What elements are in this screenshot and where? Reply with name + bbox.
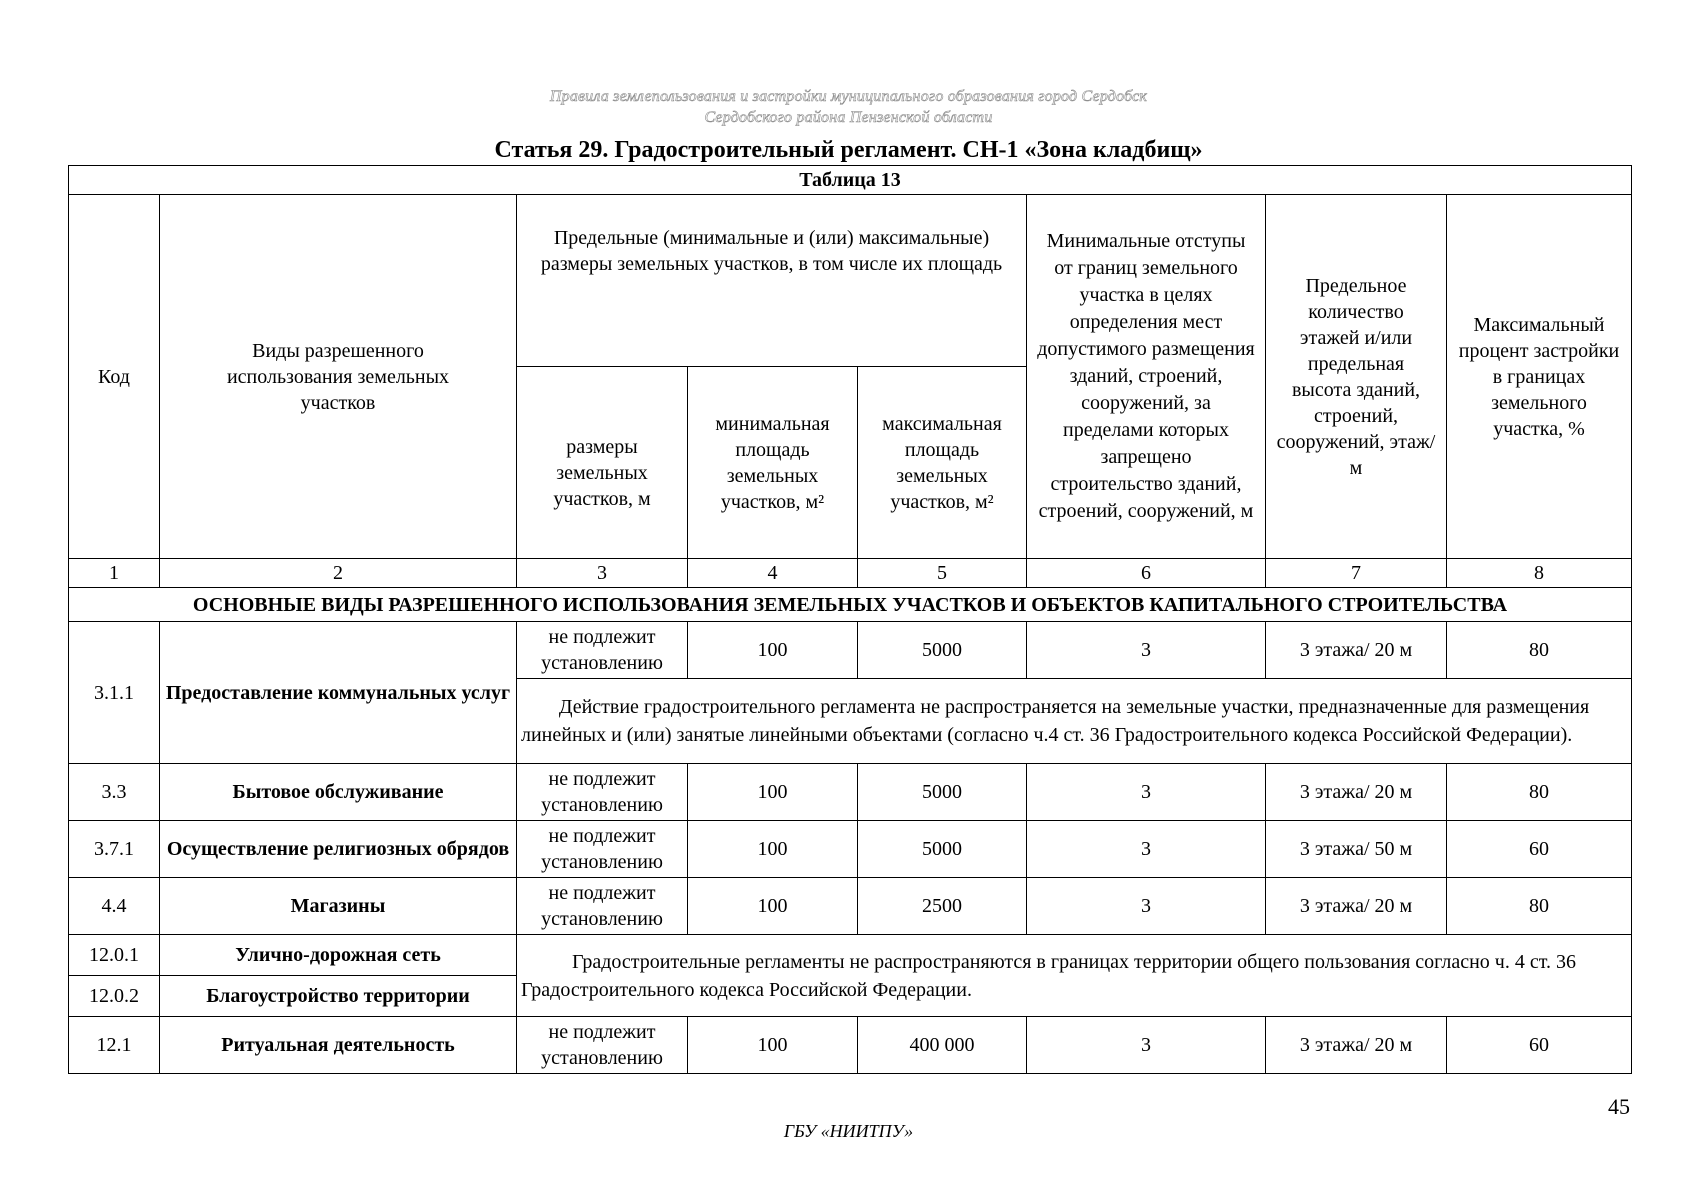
article-title: Статья 29. Градостроительный регламент. СН-1 «Зона кладбищ»: [494, 137, 1203, 163]
table-row: [69, 622, 1632, 679]
row-min-area: 100: [688, 764, 858, 821]
row-sizes: не подлежит установлению: [517, 878, 688, 935]
row-setback: 3: [1027, 622, 1266, 679]
column-number-row: [69, 559, 1632, 588]
common-use-note: Градостроительные регламенты не распространяются в границах территории общего пользования согласно ч. 4 ст. 36 Градостроительного кодекса Российской Федерации.: [517, 935, 1632, 1017]
header-setbacks: Минимальные отступы от границ земельного участка в целях определения мест допустимого размещения зданий, строений, сооружений, за пределами которых запрещено строительство зданий, строений, сооружений, м: [1027, 195, 1266, 559]
row-max-area: 400 000: [858, 1017, 1027, 1074]
row-code: 3.1.1: [69, 622, 160, 764]
table-row: [69, 878, 1632, 935]
table-row: [69, 821, 1632, 878]
table-row: [69, 1017, 1632, 1074]
section-row: [69, 588, 1632, 622]
row-name: Улично-дорожная сеть: [160, 935, 517, 976]
row-max-area: 5000: [858, 821, 1027, 878]
row-code: 3.3: [69, 764, 160, 821]
column-number: 6: [1027, 559, 1266, 588]
footer: ГБУ «НИИТПУ»: [783, 1121, 914, 1141]
table-row: [69, 935, 1632, 976]
row-setback: 3: [1027, 878, 1266, 935]
header-max-area: максимальная площадь земельных участков, м²: [858, 367, 1027, 559]
row-sizes: не подлежит установлению: [517, 622, 688, 679]
column-number: 3: [517, 559, 688, 588]
row-name: Магазины: [160, 878, 517, 935]
row-min-area: 100: [688, 878, 858, 935]
row-max-area: 2500: [858, 878, 1027, 935]
column-number: 7: [1266, 559, 1447, 588]
header-row: [69, 195, 1632, 367]
header-sizes: размеры земельных участков, м: [517, 367, 688, 559]
row-coverage: 60: [1447, 1017, 1632, 1074]
row-note: Действие градостроительного регламента не распространяется на земельные участки, предназначенные для размещения линейных и (или) занятые линейными объектами (согласно ч.4 ст. 36 Градостроительного кодекса Российской Федерации).: [517, 679, 1632, 764]
row-name: Предоставление коммунальных услуг: [160, 622, 517, 764]
row-code: 12.1: [69, 1017, 160, 1074]
row-floors: 3 этажа/ 20 м: [1266, 878, 1447, 935]
header-min-area: минимальная площадь земельных участков, м²: [688, 367, 858, 559]
row-setback: 3: [1027, 821, 1266, 878]
row-name: Ритуальная деятельность: [160, 1017, 517, 1074]
row-setback: 3: [1027, 1017, 1266, 1074]
header-coverage: Максимальный процент застройки в границах земельного участка, %: [1447, 195, 1632, 559]
row-max-area: 5000: [858, 764, 1027, 821]
row-setback: 3: [1027, 764, 1266, 821]
running-header-line-1: Правила землепользования и застройки муниципального образования город Сердобск: [549, 88, 1148, 105]
row-coverage: 60: [1447, 821, 1632, 878]
running-header-line-2: Сердобского района Пензенской области: [704, 109, 993, 126]
row-floors: 3 этажа/ 20 м: [1266, 622, 1447, 679]
row-name: Благоустройство территории: [160, 976, 517, 1017]
row-code: 12.0.1: [69, 935, 160, 976]
page-number: 45: [1608, 1094, 1630, 1119]
row-coverage: 80: [1447, 878, 1632, 935]
row-code: 3.7.1: [69, 821, 160, 878]
column-number: 2: [160, 559, 517, 588]
row-coverage: 80: [1447, 622, 1632, 679]
row-min-area: 100: [688, 622, 858, 679]
row-min-area: 100: [688, 1017, 858, 1074]
row-sizes: не подлежит установлению: [517, 764, 688, 821]
column-number: 5: [858, 559, 1027, 588]
header-use-type: Виды разрешенного использования земельных участков: [160, 195, 517, 559]
row-sizes: не подлежит установлению: [517, 1017, 688, 1074]
running-header: [0, 86, 1697, 128]
column-number: 4: [688, 559, 858, 588]
header-floors: Предельное количество этажей и/или предельная высота зданий, строений, сооружений, этаж/м: [1266, 195, 1447, 559]
row-min-area: 100: [688, 821, 858, 878]
row-max-area: 5000: [858, 622, 1027, 679]
table-caption-row: [69, 166, 1632, 195]
column-number: 8: [1447, 559, 1632, 588]
row-floors: 3 этажа/ 20 м: [1266, 764, 1447, 821]
row-floors: 3 этажа/ 20 м: [1266, 1017, 1447, 1074]
row-code: 12.0.2: [69, 976, 160, 1017]
row-sizes: не подлежит установлению: [517, 821, 688, 878]
regulation-table: [68, 165, 1632, 1074]
table-caption: Таблица 13: [69, 166, 1632, 195]
table-row: [69, 764, 1632, 821]
row-code: 4.4: [69, 878, 160, 935]
header-limits-group: Предельные (минимальные и (или) максимальные) размеры земельных участков, в том числе их площадь: [517, 195, 1027, 367]
row-name: Бытовое обслуживание: [160, 764, 517, 821]
header-code: Код: [69, 195, 160, 559]
section-title: ОСНОВНЫЕ ВИДЫ РАЗРЕШЕННОГО ИСПОЛЬЗОВАНИЯ ЗЕМЕЛЬНЫХ УЧАСТКОВ И ОБЪЕКТОВ КАПИТАЛЬНОГО СТРОИТЕЛЬСТВА: [69, 588, 1632, 622]
row-name: Осуществление религиозных обрядов: [160, 821, 517, 878]
column-number: 1: [69, 559, 160, 588]
row-floors: 3 этажа/ 50 м: [1266, 821, 1447, 878]
row-coverage: 80: [1447, 764, 1632, 821]
